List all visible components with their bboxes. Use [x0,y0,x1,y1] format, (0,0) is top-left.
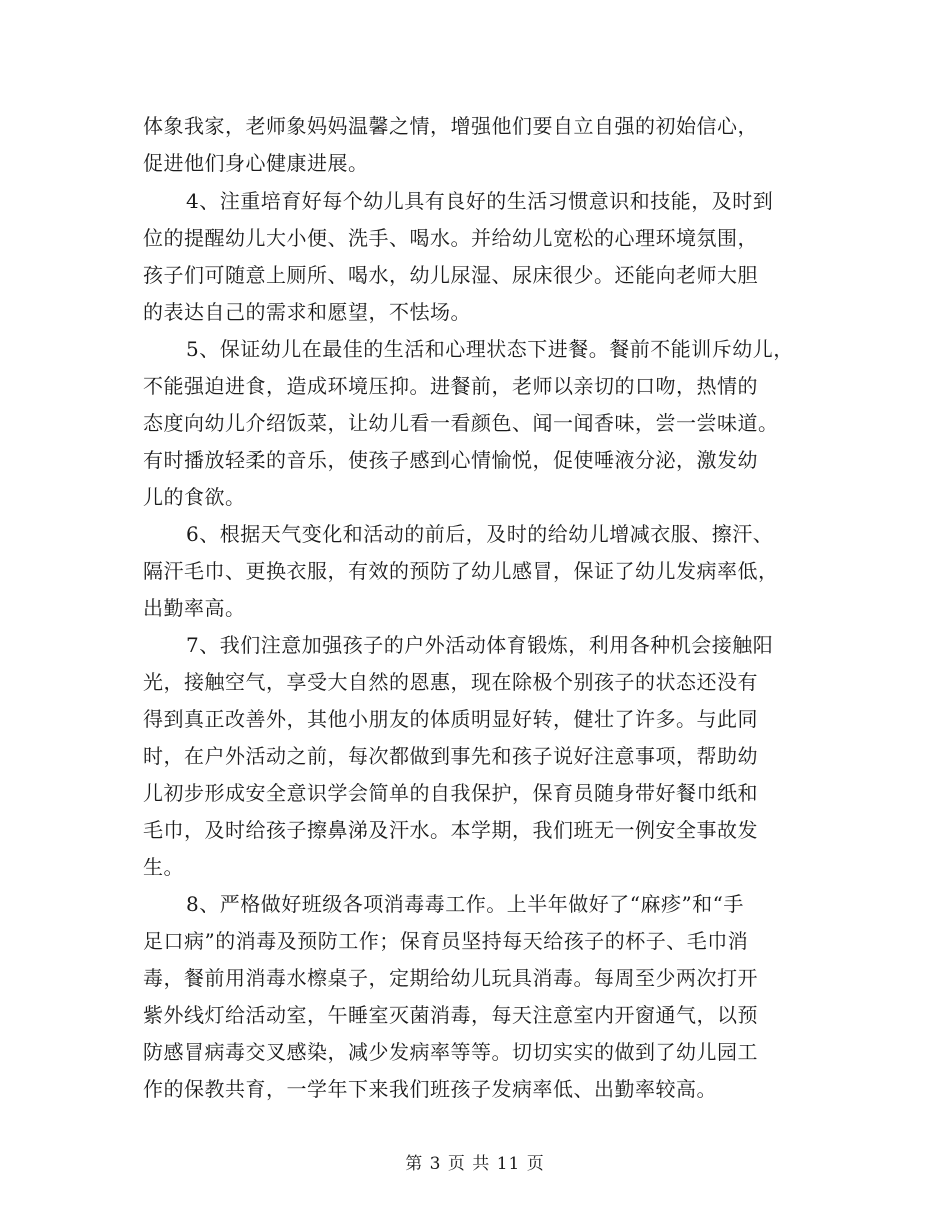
text-line: 有时播放轻柔的音乐，使孩子感到心情愉悦，促使唾液分泌，激发幼 [143,448,758,472]
text-line: 紫外线灯给活动室，午睡室灭菌消毒，每天注意室内开窗通气，以预 [143,1003,758,1027]
text-line: 7、我们注意加强孩子的户外活动体育锻炼，利用各种机会接触阳 [186,633,774,657]
text-line: 隔汗毛巾、更换衣服，有效的预防了幼儿感冒，保证了幼儿发病率低， [143,559,779,583]
text-line: 孩子们可随意上厕所、喝水，幼儿尿湿、尿床很少。还能向老师大胆 [143,263,758,287]
text-line: 时，在户外活动之前，每次都做到事先和孩子说好注意事项，帮助幼 [143,744,758,768]
text-line: 位的提醒幼儿大小便、洗手、喝水。并给幼儿宽松的心理环境氛围， [143,226,758,250]
text-line: 不能强迫进食，造成环境压抑。进餐前，老师以亲切的口吻，热情的 [143,374,758,398]
text-line: 促进他们身心健康进展。 [143,151,369,175]
text-line: 防感冒病毒交叉感染，减少发病率等等。切切实实的做到了幼儿园工 [143,1040,758,1064]
text-line: 毒，餐前用消毒水檫桌子，定期给幼儿玩具消毒。每周至少两次打开 [143,966,758,990]
text-line: 毛巾，及时给孩子擦鼻涕及汗水。本学期，我们班无一例安全事故发 [143,818,758,842]
text-line: 儿的食欲。 [143,485,246,509]
text-line: 作的保教共育，一学年下来我们班孩子发病率低、出勤率较高。 [143,1077,717,1101]
text-line: 体象我家，老师象妈妈温馨之情，增强他们要自立自强的初始信心， [143,114,758,138]
text-line: 态度向幼儿介绍饭菜，让幼儿看一看颜色、闻一闻香味，尝一尝味道。 [143,411,779,435]
text-line: 得到真正改善外，其他小朋友的体质明显好转，健壮了许多。与此同 [143,707,758,731]
text-line: 光，接触空气，享受大自然的恩惠，现在除极个别孩子的状态还没有 [143,670,758,694]
text-line: 的表达自己的需求和愿望，不怯场。 [143,300,471,324]
text-line: 8、严格做好班级各项消毒毒工作。上半年做好了“麻疹”和“手 [186,892,744,916]
page-footer: 第 3 页 共 11 页 [405,1154,545,1174]
text-line: 出勤率高。 [143,596,246,620]
text-line: 6、根据天气变化和活动的前后，及时的给幼儿增减衣服、擦汗、 [186,522,774,546]
text-line: 5、保证幼儿在最佳的生活和心理状态下进餐。餐前不能训斥幼儿， [186,337,794,361]
text-line: 4、注重培育好每个幼儿具有良好的生活习惯意识和技能，及时到 [186,189,774,213]
text-line: 足口病”的消毒及预防工作；保育员坚持每天给孩子的杯子、毛巾消 [143,929,749,953]
text-line: 生。 [143,855,184,879]
text-line: 儿初步形成安全意识学会简单的自我保护，保育员随身带好餐巾纸和 [143,781,758,805]
